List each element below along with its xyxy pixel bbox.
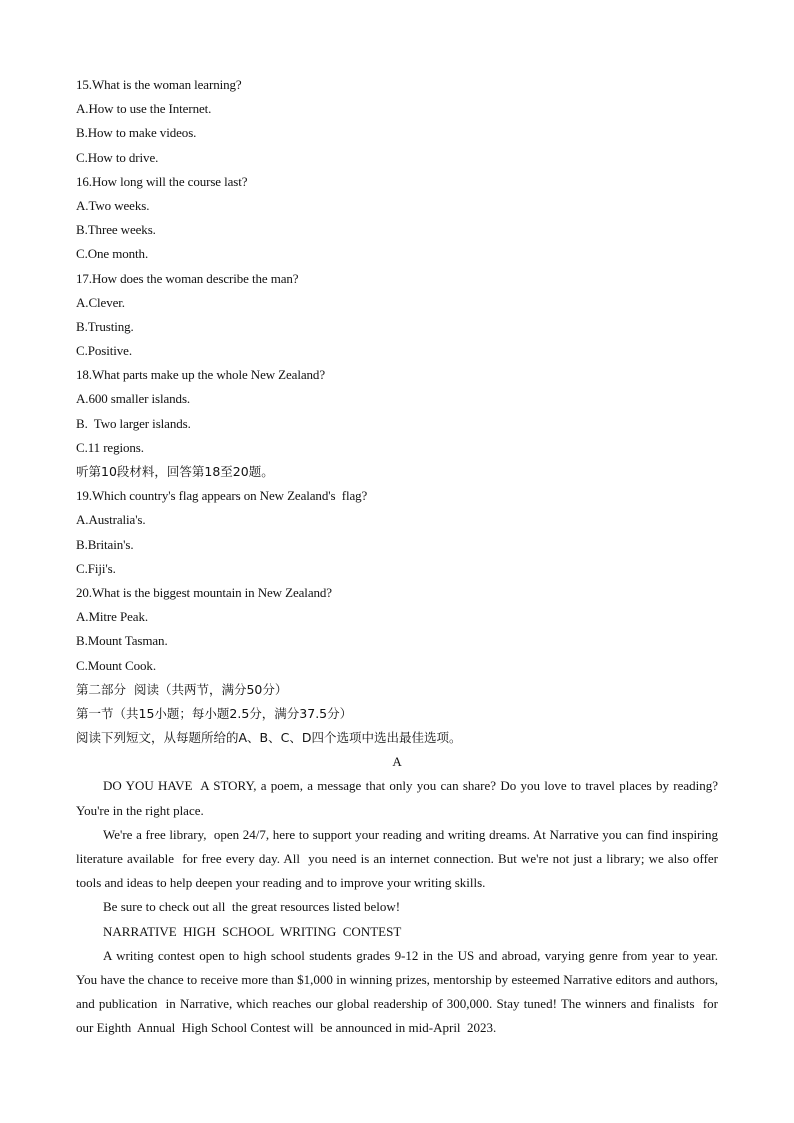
q19-option-b: B.Britain's. bbox=[76, 536, 134, 552]
passage-paragraph-1: DO YOU HAVE A STORY, a poem, a message that only you can share? Do you love to travel places by reading? You're in the right place. bbox=[76, 778, 721, 818]
question-18: 18.What parts make up the whole New Zealand? bbox=[76, 367, 326, 383]
q20-option-b: B.Mount Tasman. bbox=[76, 633, 168, 649]
q19-option-c: C.Fiji's. bbox=[76, 560, 116, 576]
q16-option-c: C.One month. bbox=[76, 246, 149, 262]
part-two-title: 第二部分 阅读（共两节，满分50分） bbox=[76, 681, 288, 697]
reading-instruction: 阅读下列短文，从每题所给的A、B、C、D四个选项中选出最佳选项。 bbox=[76, 730, 462, 746]
q17-option-b: B.Trusting. bbox=[76, 318, 134, 334]
listening-instruction: 听第10段材料，回答第18至20题。 bbox=[76, 464, 274, 479]
question-16: 16.How long will the course last? bbox=[76, 173, 248, 189]
question-19: 19.Which country's flag appears on New Zealand's flag? bbox=[76, 488, 368, 504]
q19-option-a: A.Australia's. bbox=[76, 512, 146, 528]
passage-paragraph-2: We're a free library, open 24/7, here to support your reading and writing dreams. At Narrative you can find inspiring literature available for free every day. All you need is an internet connection. But we're not just a library; we also offer tools and ideas to help deepen your reading and to improve your writing skills. bbox=[76, 826, 722, 891]
passage-paragraph-3: Be sure to check out all the great resources listed below! bbox=[103, 899, 401, 915]
q18-option-b: B. Two larger islands. bbox=[76, 415, 191, 431]
question-17: 17.How does the woman describe the man? bbox=[76, 270, 299, 286]
q15-option-b: B.How to make videos. bbox=[76, 125, 197, 141]
q17-option-a: A.Clever. bbox=[76, 294, 125, 310]
q18-option-c: C.11 regions. bbox=[76, 439, 144, 455]
passage-letter: A bbox=[392, 754, 402, 770]
question-20: 20.What is the biggest mountain in New Zealand? bbox=[76, 584, 332, 600]
contest-heading: NARRATIVE HIGH SCHOOL WRITING CONTEST bbox=[103, 923, 402, 939]
exam-page bbox=[76, 73, 722, 1041]
q20-option-a: A.Mitre Peak. bbox=[76, 609, 148, 625]
q16-option-b: B.Three weeks. bbox=[76, 222, 156, 238]
section-one-title: 第一节（共15小题；每小题2.5分，满分37.5分） bbox=[76, 705, 353, 721]
q20-option-c: C.Mount Cook. bbox=[76, 657, 156, 673]
q18-option-a: A.600 smaller islands. bbox=[76, 391, 191, 407]
q17-option-c: C.Positive. bbox=[76, 343, 132, 359]
contest-paragraph: A writing contest open to high school students grades 9-12 in the US and abroad, varying genre from year to year. You have the chance to receive more than $1,000 in winning prizes, mentorship by esteemed Narrative editors and authors, and publication in Narrative, which reaches our global readership of 300,000. Stay tuned! The winners and finalists for our Eighth Annual High School Contest will be announced in mid-April 2023. bbox=[76, 947, 722, 1036]
question-15: 15.What is the woman learning? bbox=[76, 77, 242, 92]
q15-option-a: A.How to use the Internet. bbox=[76, 101, 212, 117]
q16-option-a: A.Two weeks. bbox=[76, 197, 150, 213]
q15-option-c: C.How to drive. bbox=[76, 149, 159, 165]
